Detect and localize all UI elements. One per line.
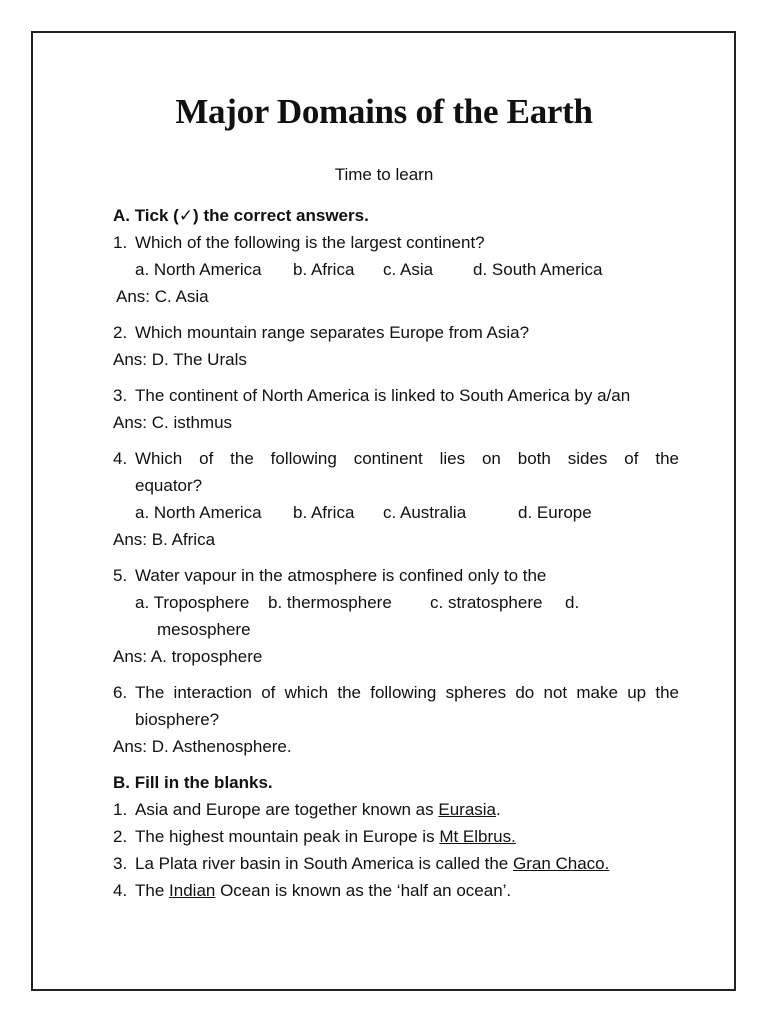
option-c: c. stratosphere: [430, 593, 543, 612]
question-text: The continent of North America is linked to South America by a/an: [135, 386, 631, 405]
question-text-continued: equator?: [135, 476, 203, 495]
item-text: The: [135, 881, 170, 900]
fill-blank-item: [113, 877, 679, 904]
option-a: a. North America: [135, 503, 262, 522]
question-number: 6.: [113, 683, 128, 702]
item-text: Asia and Europe are together known as: [135, 800, 439, 819]
option-c: c. Australia: [383, 503, 467, 522]
question-2: [113, 319, 679, 346]
question-1: [113, 229, 679, 256]
fill-blank-item: [113, 823, 679, 850]
question-number: 3.: [113, 386, 128, 405]
answer-4: Ans: B. Africa: [113, 530, 216, 549]
item-number: 2.: [113, 827, 128, 846]
page-subtitle: Time to learn: [334, 165, 434, 184]
question-text: Which of the following is the largest continent?: [135, 233, 485, 252]
item-number: 4.: [113, 881, 128, 900]
question-5: [113, 562, 679, 589]
fill-blank-item: [113, 850, 679, 877]
blank-answer: Gran Chaco.: [512, 854, 610, 873]
question-number: 5.: [113, 566, 128, 585]
question-text: Water vapour in the atmosphere is confined only to the: [135, 566, 547, 585]
answer-2: Ans: D. The Urals: [113, 350, 247, 369]
item-text: The highest mountain peak in Europe is: [135, 827, 440, 846]
question-text: Which of the following continent lies on both sides of the: [135, 449, 679, 468]
option-d: d. South America: [473, 260, 603, 279]
option-a: a. Troposphere: [135, 593, 250, 612]
item-text: La Plata river basin in South America is called the: [135, 854, 513, 873]
question-number: 4.: [113, 449, 128, 468]
fill-blank-item: [113, 796, 679, 823]
blank-answer: Mt Elbrus.: [439, 827, 516, 846]
answer-1: Ans: C. Asia: [116, 287, 209, 306]
option-d: d. Europe: [518, 503, 592, 522]
question-4: [113, 445, 679, 472]
blank-answer: Eurasia: [438, 800, 497, 819]
section-b-heading: B. Fill in the blanks.: [113, 773, 273, 792]
question-number: 1.: [113, 233, 128, 252]
question-4-options: [113, 499, 679, 526]
question-text: Which mountain range separates Europe from Asia?: [135, 323, 530, 342]
option-c: c. Asia: [383, 260, 434, 279]
question-6: [113, 679, 679, 706]
question-1-options: [113, 256, 679, 283]
question-5-options: [113, 589, 679, 616]
answer-6: Ans: D. Asthenosphere.: [113, 737, 292, 756]
item-number: 3.: [113, 854, 128, 873]
page-title: Major Domains of the Earth: [175, 92, 593, 131]
option-b: b. Africa: [293, 503, 355, 522]
question-text-continued: biosphere?: [135, 710, 220, 729]
item-number: 1.: [113, 800, 128, 819]
item-text-end: Ocean is known as the ‘half an ocean’.: [215, 881, 512, 900]
option-d: d.: [565, 593, 580, 612]
worksheet-content: [113, 202, 679, 904]
option-b: b. thermosphere: [268, 593, 392, 612]
section-a-heading: A. Tick (✓) the correct answers.: [113, 206, 369, 225]
question-text: The interaction of which the following spheres do not make up the: [135, 683, 679, 702]
option-b: b. Africa: [293, 260, 355, 279]
question-number: 2.: [113, 323, 128, 342]
question-3: [113, 382, 679, 409]
answer-5: Ans: A. troposphere: [113, 647, 263, 666]
option-d-continued: mesosphere: [157, 620, 251, 639]
answer-3: Ans: C. isthmus: [113, 413, 233, 432]
item-text-end: .: [496, 800, 501, 819]
blank-answer: Indian: [169, 881, 216, 900]
option-a: a. North America: [135, 260, 262, 279]
